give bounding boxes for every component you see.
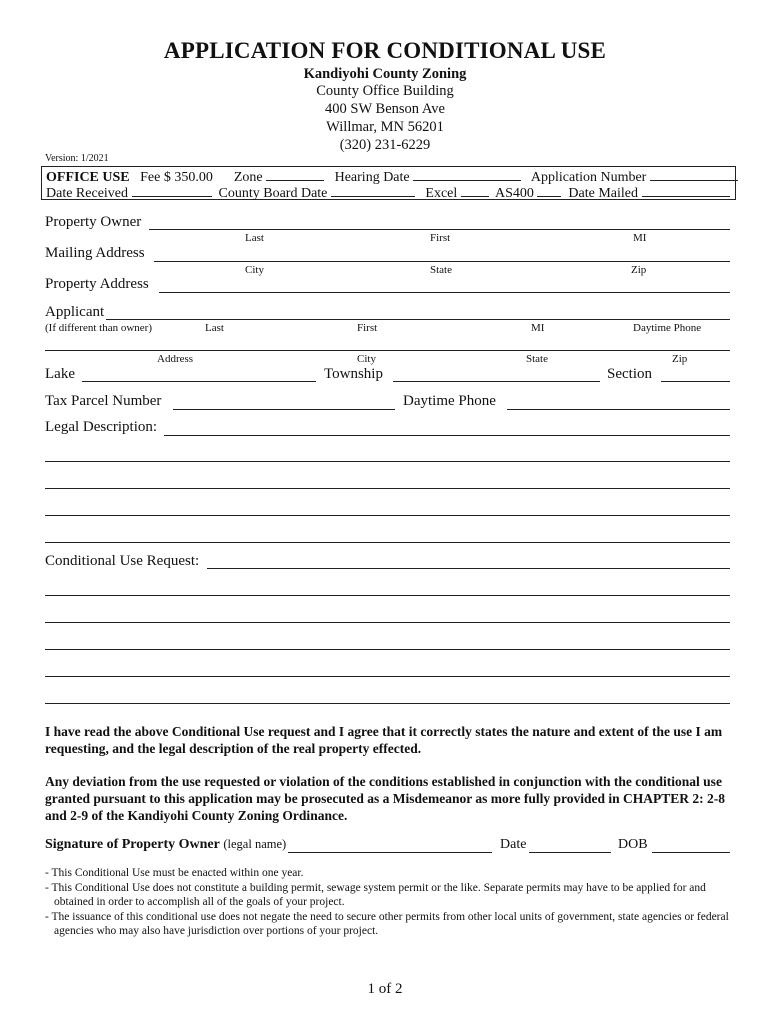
conditional-use-request-line[interactable]	[45, 676, 730, 677]
owner-sub-last: Last	[245, 232, 264, 244]
application-number-label: Application Number	[530, 170, 647, 185]
dob-label: DOB	[618, 837, 648, 852]
section-label: Section	[607, 366, 652, 382]
street-address: 400 SW Benson Ave	[325, 101, 445, 117]
address-sub-zip: Zip	[672, 353, 688, 365]
office-use-box	[41, 166, 736, 200]
daytime-phone-field[interactable]	[507, 409, 730, 410]
applicant-sub-last: Last	[205, 322, 224, 334]
application-number-field[interactable]	[650, 168, 738, 181]
applicant-sub-mi: MI	[531, 322, 545, 334]
legal-description-line[interactable]	[45, 461, 730, 462]
hearing-date-label: Hearing Date	[334, 170, 410, 185]
legal-name-note: (legal name)	[223, 837, 287, 851]
signature-field[interactable]	[288, 852, 492, 853]
notes-list	[45, 866, 740, 939]
dob-field[interactable]	[652, 852, 730, 853]
property-address-field[interactable]	[159, 292, 730, 293]
note-item: - This Conditional Use must be enacted within one year.	[45, 867, 304, 879]
org-name: Kandiyohi County Zoning	[303, 66, 467, 82]
property-owner-field[interactable]	[149, 229, 730, 230]
legal-description-line[interactable]	[45, 542, 730, 543]
address-sub-city: City	[357, 353, 376, 365]
conditional-use-request-field[interactable]	[207, 568, 730, 569]
date-mailed-field[interactable]	[642, 184, 730, 197]
mailing-sub-state: State	[430, 264, 452, 276]
mailing-sub-city: City	[245, 264, 264, 276]
property-address-label: Property Address	[45, 276, 149, 292]
applicant-note: (If different than owner)	[45, 322, 152, 334]
building-name: County Office Building	[316, 83, 454, 99]
agreement-statement: I have read the above Conditional Use request and I agree that it correctly states the nature and extent of the use I am requesting, and the legal description of the real property effected.	[45, 724, 723, 756]
page-title: APPLICATION FOR CONDITIONAL USE	[163, 38, 607, 63]
conditional-use-request-line[interactable]	[45, 622, 730, 623]
township-label: Township	[324, 366, 383, 382]
office-phone: (320) 231-6229	[339, 137, 431, 153]
conditional-use-request-line[interactable]	[45, 649, 730, 650]
note-item: - The issuance of this conditional use does not negate the need to secure other permits from other local units of government, state agencies or federal agencies who may also have jurisdiction over portions of your project.	[45, 910, 729, 937]
date-mailed-label: Date Mailed	[568, 186, 638, 201]
property-owner-label: Property Owner	[45, 214, 142, 230]
daytime-phone-label: Daytime Phone	[403, 393, 496, 409]
date-label: Date	[500, 837, 527, 852]
excel-label: Excel	[425, 186, 458, 201]
county-board-date-field[interactable]	[331, 184, 415, 197]
lake-label: Lake	[45, 366, 75, 382]
excel-field[interactable]	[461, 184, 489, 197]
date-field[interactable]	[529, 852, 611, 853]
deviation-statement: Any deviation from the use requested or violation of the conditions established in conjunction with the conditional use granted pursuant to this application may be prosecuted as a Misdemeanor as more fully provided in CHAPTER 2: 2-8 and 2-9 of the Kandiyohi County Zoning Ordinance.	[45, 774, 726, 823]
note-item: - This Conditional Use does not constitute a building permit, sewage system permit or the like. Separate permits may have to be applied for and obtained in order to accomplish all of the goals of your project.	[45, 881, 706, 908]
owner-sub-mi: MI	[633, 232, 647, 244]
hearing-date-field[interactable]	[413, 168, 521, 181]
conditional-use-request-line[interactable]	[45, 595, 730, 596]
conditional-use-request-line[interactable]	[45, 703, 730, 704]
tax-parcel-label: Tax Parcel Number	[45, 393, 162, 409]
tax-parcel-field[interactable]	[173, 409, 395, 410]
applicant-sub-daytime-phone: Daytime Phone	[633, 322, 702, 334]
township-field[interactable]	[393, 381, 600, 382]
address-sub-state: State	[526, 353, 548, 365]
county-board-date-label: County Board Date	[218, 186, 328, 201]
legal-description-line[interactable]	[45, 515, 730, 516]
version-label: Version: 1/2021	[45, 153, 109, 164]
applicant-sub-first: First	[357, 322, 378, 334]
mailing-sub-zip: Zip	[631, 264, 647, 276]
applicant-field[interactable]	[106, 319, 730, 320]
page-number: 1 of 2	[367, 981, 403, 997]
as400-label: AS400	[495, 186, 534, 201]
as400-field[interactable]	[537, 184, 561, 197]
applicant-label: Applicant	[45, 304, 105, 320]
conditional-use-request-label: Conditional Use Request:	[45, 553, 200, 569]
legal-description-line[interactable]	[45, 488, 730, 489]
signature-row	[45, 837, 286, 853]
date-received-label: Date Received	[46, 186, 129, 201]
section-field[interactable]	[661, 381, 730, 382]
fee-label: Fee $ 350.00	[140, 170, 213, 185]
lake-field[interactable]	[82, 381, 316, 382]
zone-field[interactable]	[266, 168, 324, 181]
address-sub-address: Address	[157, 353, 194, 365]
applicant-address-field[interactable]	[45, 350, 730, 351]
date-received-field[interactable]	[132, 184, 212, 197]
city-address: Willmar, MN 56201	[326, 119, 444, 135]
owner-sub-first: First	[430, 232, 451, 244]
legal-description-label: Legal Description:	[45, 419, 158, 435]
signature-label: Signature of Property Owner	[45, 837, 220, 852]
zone-label: Zone	[233, 170, 263, 185]
mailing-address-field[interactable]	[154, 261, 730, 262]
legal-description-field[interactable]	[164, 435, 730, 436]
mailing-address-label: Mailing Address	[45, 245, 145, 261]
office-use-label: OFFICE USE	[46, 170, 130, 185]
